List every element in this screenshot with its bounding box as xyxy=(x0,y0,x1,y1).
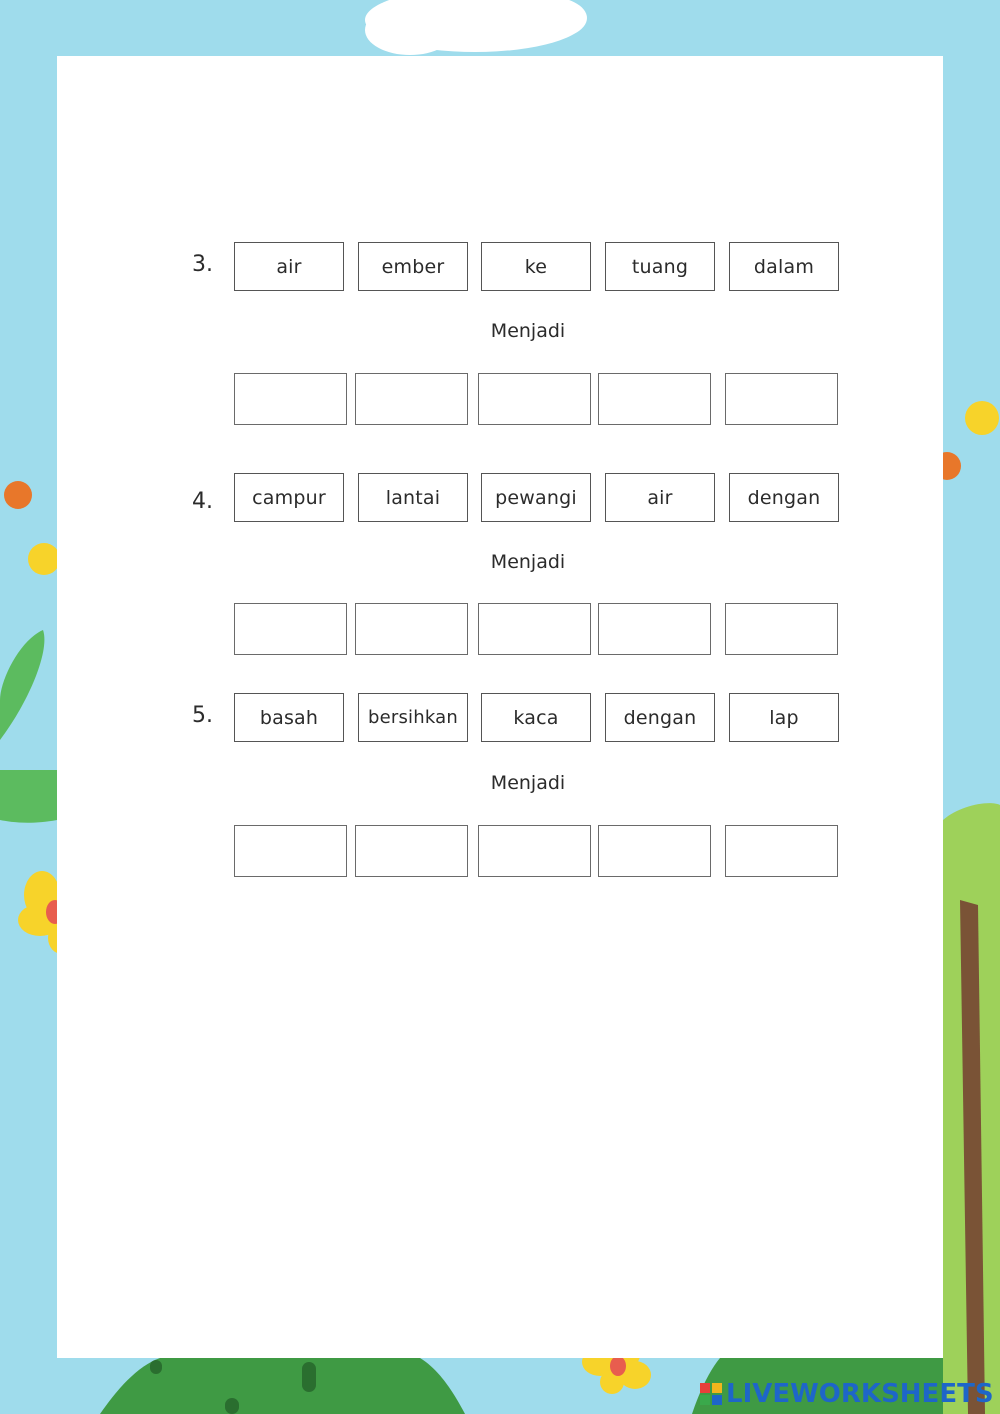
answer-drop-box[interactable] xyxy=(478,373,591,425)
word-tile[interactable]: lantai xyxy=(358,473,468,522)
yellow-dot xyxy=(28,543,60,575)
answer-drop-box[interactable] xyxy=(234,373,347,425)
answer-drop-box[interactable] xyxy=(355,603,468,655)
word-tile[interactable]: ke xyxy=(481,242,591,291)
question-number: 3. xyxy=(192,252,213,277)
word-tile[interactable]: dengan xyxy=(605,693,715,742)
word-tile[interactable]: kaca xyxy=(481,693,591,742)
answer-drop-box[interactable] xyxy=(355,373,468,425)
word-tile[interactable]: dengan xyxy=(729,473,839,522)
word-tile[interactable]: air xyxy=(234,242,344,291)
leaf-shape xyxy=(0,630,57,823)
word-tile[interactable]: basah xyxy=(234,693,344,742)
menjadi-label: Menjadi xyxy=(490,772,566,794)
word-tile[interactable]: pewangi xyxy=(481,473,591,522)
answer-drop-box[interactable] xyxy=(725,825,838,877)
answer-drop-box[interactable] xyxy=(234,603,347,655)
answer-drop-box[interactable] xyxy=(598,603,711,655)
word-tile[interactable]: lap xyxy=(729,693,839,742)
answer-drop-box[interactable] xyxy=(234,825,347,877)
question-number: 5. xyxy=(192,703,213,728)
tree-shape xyxy=(943,803,1000,1414)
word-tile[interactable]: tuang xyxy=(605,242,715,291)
word-tile[interactable]: dalam xyxy=(729,242,839,291)
question-number: 4. xyxy=(192,489,213,514)
answer-drop-box[interactable] xyxy=(598,825,711,877)
answer-drop-box[interactable] xyxy=(598,373,711,425)
answer-drop-box[interactable] xyxy=(478,825,591,877)
orange-dot xyxy=(4,481,32,509)
liveworksheets-brand xyxy=(700,1378,994,1410)
cloud-shape xyxy=(365,0,587,55)
word-tile[interactable]: air xyxy=(605,473,715,522)
yellow-dot xyxy=(965,401,999,435)
word-tile[interactable]: bersihkan xyxy=(358,693,468,742)
answer-drop-box[interactable] xyxy=(725,603,838,655)
menjadi-label: Menjadi xyxy=(490,320,566,342)
liveworksheets-logo-icon xyxy=(700,1383,722,1405)
menjadi-label: Menjadi xyxy=(490,551,566,573)
brand-text: LIVEWORKSHEETS xyxy=(726,1379,994,1409)
answer-drop-box[interactable] xyxy=(478,603,591,655)
word-tile[interactable]: campur xyxy=(234,473,344,522)
answer-drop-box[interactable] xyxy=(725,373,838,425)
answer-drop-box[interactable] xyxy=(355,825,468,877)
word-tile[interactable]: ember xyxy=(358,242,468,291)
